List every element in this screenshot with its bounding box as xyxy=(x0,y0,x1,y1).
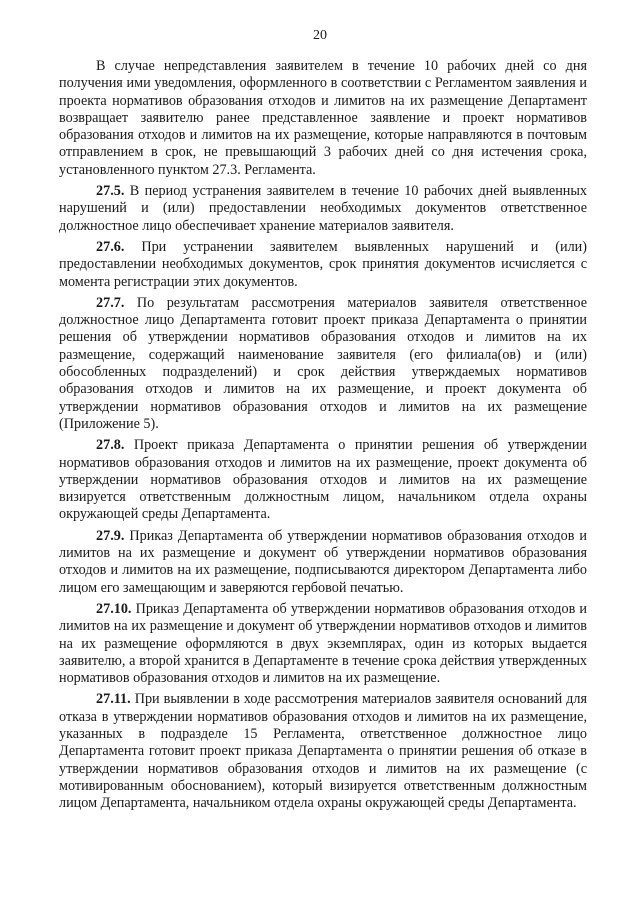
paragraph xyxy=(59,295,587,433)
paragraph xyxy=(59,183,587,235)
paragraph-number: 27.11. xyxy=(96,691,131,708)
paragraph-number: 27.8. xyxy=(96,437,125,454)
paragraph xyxy=(59,601,587,687)
paragraph-number: 27.5. xyxy=(96,183,125,200)
paragraph-number: 27.7. xyxy=(96,294,125,311)
paragraph-text: Проект приказа Департамента о принятии решения об утверждении нормативов образования отходов и лимитов на их размещение, проект документа об утверждении нормативов образования отходов и лимитов на их размещение визируется ответственным должностным лицом, начальником отдела охраны окружающей среды Департамента. xyxy=(59,437,587,523)
paragraph-number: 27.10. xyxy=(96,600,132,617)
paragraph-text: В случае непредставления заявителем в течение 10 рабочих дней со дня получения ими уведомления, оформленного в соответствии с Регламентом заявления и проекта нормативов образования отходов и лимитов на их размещение Департамент возвращает заявителю ранее представленное заявление и проект нормативов образования отходов и лимитов на их размещение, которые направляются в почтовым отправлением в срок, не превышающий 3 рабочих дней со дня истечения срока, установленного пунктом 27.3. Регламента. xyxy=(59,58,587,178)
paragraph xyxy=(59,691,587,812)
paragraph-text: Приказ Департамента об утверждении нормативов образования отходов и лимитов на их размещение и документ об утверждении нормативов отходов и лимитов на их размещение оформляются в двух экземплярах, один из которых выдается заявителю, а второй хранится в Департаменте в течение срока действия утвержденных нормативов образования отходов и лимитов на их размещение. xyxy=(59,600,587,687)
paragraph-text: Приказ Департамента об утверждении нормативов образования отходов и лимитов на их размещение и документ об утверждении нормативов образования отходов и лимитов на их размещение, подписываются директором Департамента либо лицом его замещающим и заверяются гербовой печатью. xyxy=(59,527,587,596)
paragraph-text: В период устранения заявителем в течение 10 рабочих дней выявленных нарушений и (или) предоставлении необходимых документов ответственное должностное лицо обеспечивает хранение материалов заявителя. xyxy=(59,183,588,234)
paragraph-text: По результатам рассмотрения материалов заявителя ответственное должностное лицо Департамента готовит проект приказа Департамента о принятии решения об утверждении нормативов образования отходов и лимитов на их размещение, содержащий наименование заявителя (его филиала(ов) и (или) обособленных подразделений) и срок действия утверждаемых нормативов образования отходов и лимитов на их размещение, и проект документа об утверждении нормативов образования отходов и лимитов на их размещение (Приложение 5). xyxy=(59,294,587,432)
paragraph xyxy=(59,528,587,597)
paragraph-number: 27.9. xyxy=(96,527,125,544)
document-body xyxy=(59,58,587,816)
paragraph xyxy=(59,437,587,523)
paragraph xyxy=(59,58,587,179)
paragraph-text: При устранении заявителем выявленных нарушений и (или) предоставлении необходимых документов, срок принятия документов исчисляется с момента регистрации этих документов. xyxy=(59,238,587,290)
paragraph xyxy=(59,239,587,291)
paragraph-number: 27.6. xyxy=(96,238,125,255)
paragraph-text: При выявлении в ходе рассмотрения материалов заявителя оснований для отказа в утверждении нормативов образования отходов и лимитов на их размещение, указанных в подразделе 15 Регламента, ответственное должностное лицо Департамента готовит проект приказа Департамента о принятии решения об отказе в утверждении нормативов образования отходов и лимитов на их размещение (с мотивированным обоснованием), который визируется ответственным должностным лицом Департамента, начальником отдела охраны окружающей среды Департамента. xyxy=(59,691,588,812)
page-number: 20 xyxy=(313,28,327,43)
